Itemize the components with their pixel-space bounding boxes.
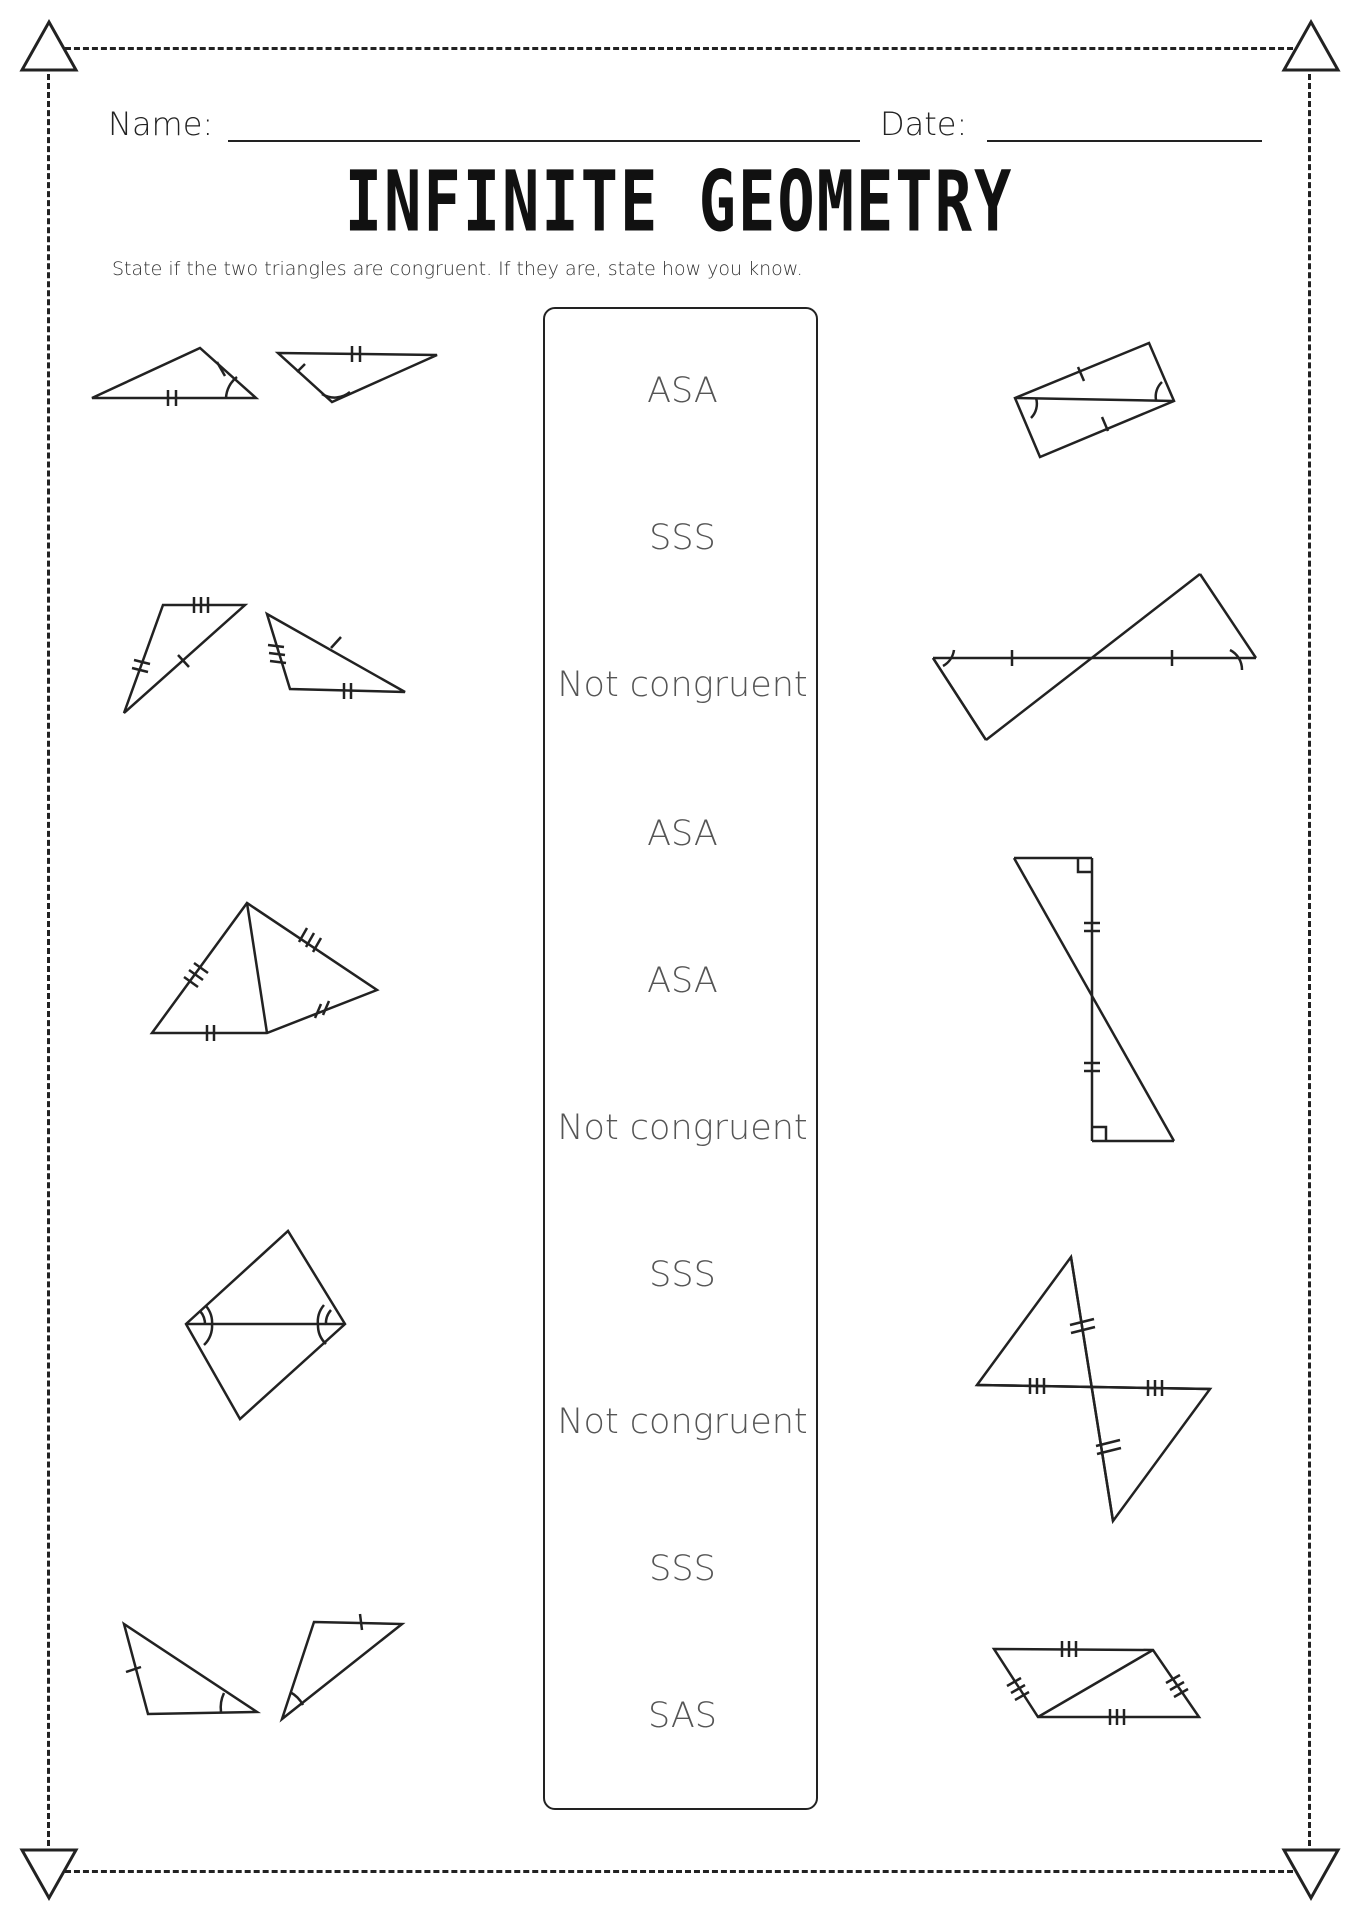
instructions: State if the two triangles are congruent. If they are, state how you know. bbox=[112, 258, 803, 280]
figure-5 bbox=[124, 1614, 402, 1719]
figure-4 bbox=[186, 1231, 345, 1419]
answer-6: Not congruent bbox=[557, 1108, 808, 1148]
answer-5: ASA bbox=[647, 961, 718, 1001]
answer-4: ASA bbox=[647, 814, 718, 854]
figure-3 bbox=[152, 903, 377, 1041]
answer-2: SSS bbox=[649, 518, 716, 558]
answer-3: Not congruent bbox=[557, 665, 808, 705]
figure-10 bbox=[994, 1641, 1199, 1725]
answer-7: SSS bbox=[649, 1255, 716, 1295]
answer-8: Not congruent bbox=[557, 1402, 808, 1442]
answer-1: ASA bbox=[647, 371, 718, 411]
figure-2 bbox=[124, 597, 405, 713]
figure-6 bbox=[1015, 343, 1174, 457]
figure-9 bbox=[977, 1257, 1210, 1521]
page-title: INFINITE GEOMETRY bbox=[344, 152, 1014, 251]
date-label: Date: bbox=[880, 105, 968, 143]
figure-7 bbox=[933, 574, 1256, 740]
answer-9: SSS bbox=[649, 1549, 716, 1589]
name-label: Name: bbox=[108, 105, 214, 143]
answer-10: SAS bbox=[647, 1696, 718, 1736]
figure-8 bbox=[1014, 858, 1174, 1141]
figure-1 bbox=[92, 346, 437, 406]
